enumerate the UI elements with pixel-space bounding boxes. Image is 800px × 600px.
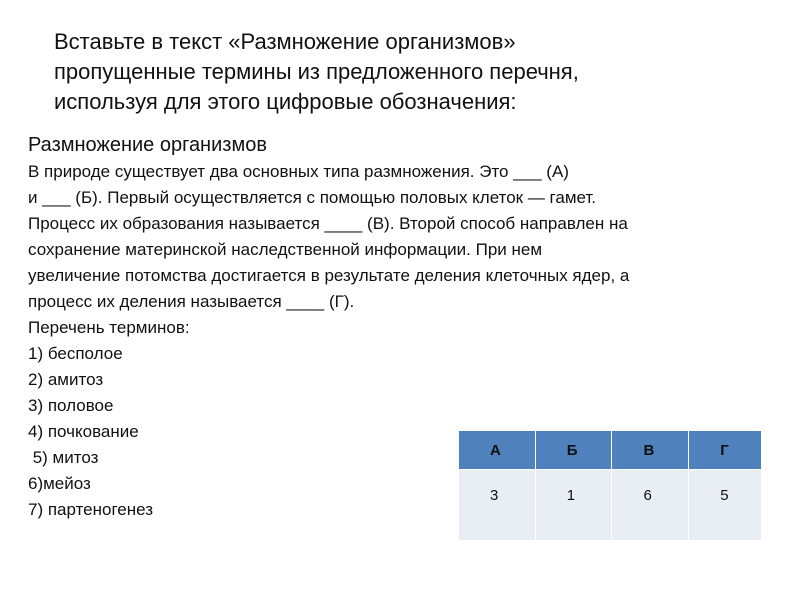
answer-value-b: 1	[535, 470, 612, 541]
answer-table	[458, 430, 762, 541]
terms-heading: Перечень терминов:	[28, 318, 190, 337]
term-item-5: 5) митоз	[28, 448, 99, 467]
text-paragraph-3: Процесс их образования называется ____ (В). Второй способ направлен на	[28, 214, 628, 233]
answer-header-g: Г	[689, 431, 762, 470]
instruction-line-3: используя для этого цифровые обозначения:	[54, 89, 517, 114]
answer-table-value-row	[459, 470, 762, 541]
text-paragraph-6: процесс их деления называется ____ (Г).	[28, 292, 355, 311]
answer-table-header-row	[459, 431, 762, 470]
term-item-6: 6)мейоз	[28, 474, 91, 493]
answer-header-a: А	[459, 431, 536, 470]
text-title: Размножение организмов	[28, 134, 267, 156]
term-item-1: 1) бесполое	[28, 344, 123, 363]
text-paragraph-1: В природе существует два основных типа размножения. Это ___ (А)	[28, 162, 569, 181]
text-paragraph-5: увеличение потомства достигается в результате деления клеточных ядер, а	[28, 266, 630, 285]
answer-value-g: 5	[689, 470, 762, 541]
instruction-line-1: Вставьте в текст «Размножение организмов»	[54, 29, 516, 54]
answer-header-b: Б	[535, 431, 612, 470]
instruction-line-2: пропущенные термины из предложенного перечня,	[54, 59, 579, 84]
answer-value-a: 3	[459, 470, 536, 541]
answer-value-v: 6	[612, 470, 689, 541]
term-item-4: 4) почкование	[28, 422, 139, 441]
task-instruction	[54, 27, 774, 117]
answer-header-v: В	[612, 431, 689, 470]
term-item-3: 3) половое	[28, 396, 114, 415]
term-item-7: 7) партеногенез	[28, 500, 154, 519]
text-paragraph-4: сохранение материнской наследственной информации. При нем	[28, 240, 543, 259]
text-paragraph-2: и ___ (Б). Первый осуществляется с помощью половых клеток — гамет.	[28, 188, 597, 207]
term-item-2: 2) амитоз	[28, 370, 104, 389]
